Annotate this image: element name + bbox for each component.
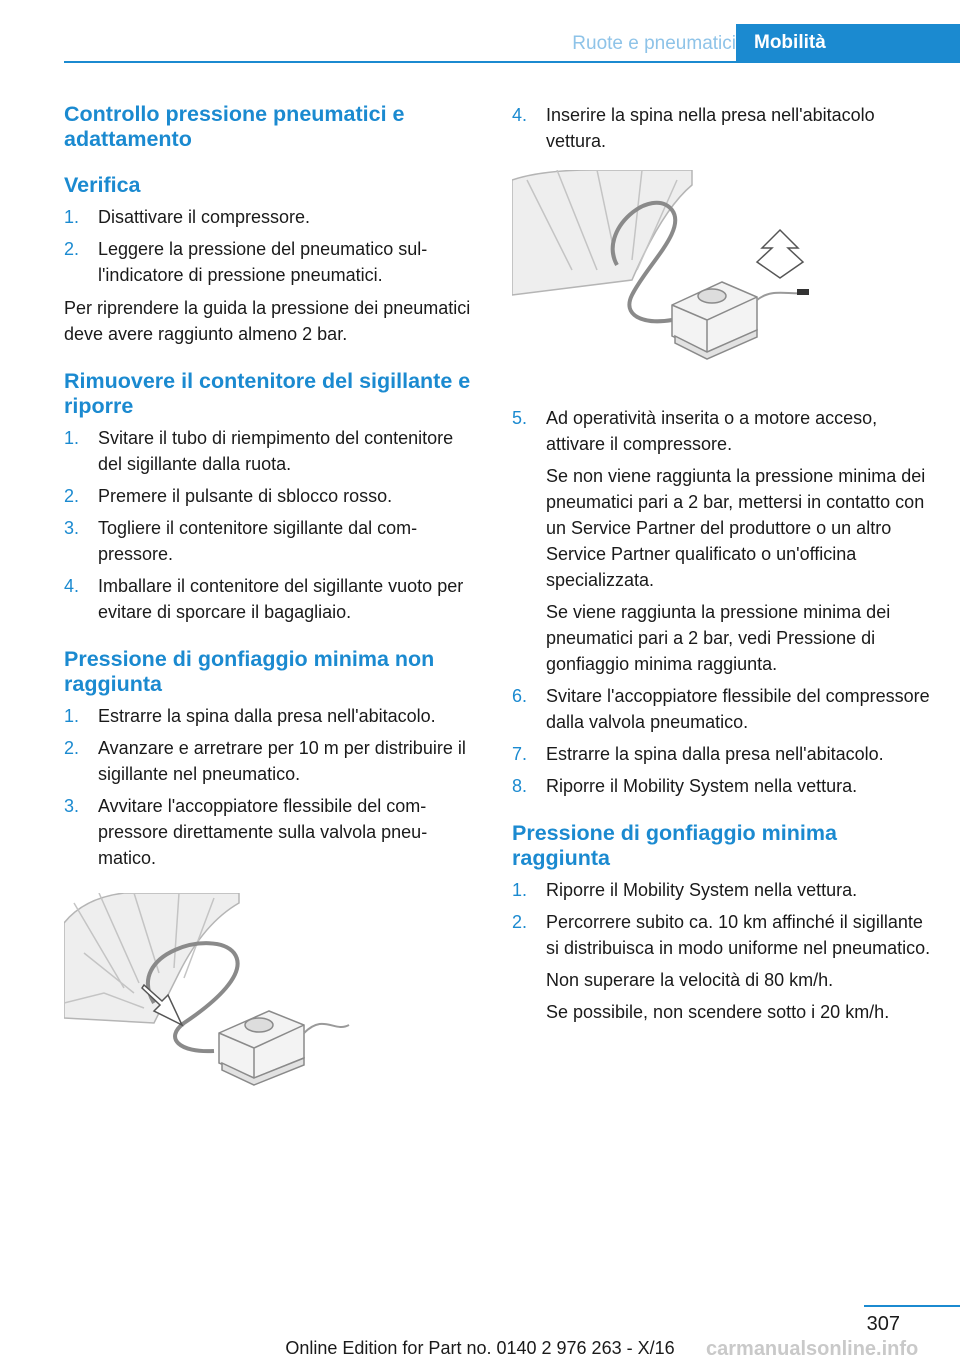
list-item bbox=[64, 573, 476, 625]
verifica-note: Per riprendere la guida la pressione dei pneumatici deve avere raggiunto almeno 2 bar. bbox=[64, 298, 471, 344]
step-text: Estrarre la spina dalla presa nell'abitacolo. bbox=[98, 706, 436, 726]
list-item bbox=[64, 793, 476, 871]
list-item bbox=[64, 703, 476, 729]
step-text: Inserire la spina nella presa nell'abitacolo vettura. bbox=[546, 105, 875, 151]
raggiunta-steps bbox=[512, 877, 932, 1025]
illustration-plug-socket bbox=[512, 170, 822, 365]
step-text: Svitare il tubo di riempimento del contenitore del sigillante dalla ruota. bbox=[98, 428, 454, 474]
step-number: 1. bbox=[64, 706, 80, 726]
step-extra-text: Se viene raggiunta la pressione minima dei pneumatici pari a 2 bar, vedi Pressione di gonfiaggio minima raggiunta. bbox=[546, 602, 891, 674]
step-text: Disattivare il compressore. bbox=[98, 207, 311, 227]
rimuovere-steps bbox=[64, 425, 476, 625]
step-number: 4. bbox=[64, 576, 80, 596]
step-number: 8. bbox=[512, 776, 528, 796]
list-item bbox=[64, 204, 476, 230]
step-number: 2. bbox=[64, 239, 80, 259]
step-number: 1. bbox=[64, 428, 80, 448]
right-column bbox=[512, 102, 932, 1025]
list-item bbox=[512, 405, 932, 677]
illustration-wheel-compressor bbox=[64, 893, 364, 1088]
section-heading-non-raggiunta: Pressione di gonfiaggio minima non raggiunta bbox=[64, 647, 435, 696]
header-chapter-tab: Mobilità bbox=[736, 24, 960, 62]
step-text: Estrarre la spina dalla presa nell'abitacolo. bbox=[546, 744, 884, 764]
step-number: 1. bbox=[64, 207, 80, 227]
section-heading-verifica: Verifica bbox=[64, 173, 141, 197]
step-number: 4. bbox=[512, 105, 528, 125]
step-number: 6. bbox=[512, 686, 528, 706]
plug-socket-illustration bbox=[512, 170, 812, 385]
step-text: Leggere la pressione del pneumatico sull'indicatore di pressione pneumatici. bbox=[98, 239, 428, 285]
footer-edition-text: Online Edition for Part no. 0140 2 976 263 - X/16 bbox=[285, 1338, 675, 1358]
right-steps-mid bbox=[512, 405, 932, 799]
right-steps-top bbox=[512, 102, 932, 154]
list-item bbox=[64, 236, 476, 288]
step-number: 3. bbox=[64, 518, 80, 538]
header-section-label: Ruote e pneumatici bbox=[572, 33, 736, 54]
page-number: 307 bbox=[866, 1313, 900, 1335]
step-text: Avvitare l'accoppiatore flessibile del compressore direttamente sulla valvola pneumatico. bbox=[98, 796, 428, 868]
verifica-steps bbox=[64, 204, 476, 288]
header-divider bbox=[64, 61, 960, 63]
list-item bbox=[512, 741, 932, 767]
list-item bbox=[64, 483, 476, 509]
section-heading-rimuovere: Rimuovere il contenitore del sigillante e riporre bbox=[64, 369, 471, 418]
step-extra-text: Se possibile, non scendere sotto i 20 km/h. bbox=[546, 1002, 890, 1022]
section-heading-raggiunta: Pressione di gonfiaggio minima raggiunta bbox=[512, 821, 837, 870]
step-text: Riporre il Mobility System nella vettura. bbox=[546, 776, 858, 796]
list-item bbox=[64, 515, 476, 567]
list-item bbox=[512, 909, 932, 1025]
step-number: 2. bbox=[64, 486, 80, 506]
list-item bbox=[512, 773, 932, 799]
step-text: Imballare il contenitore del sigillante vuoto per evitare di sporcare il bagagliaio. bbox=[98, 576, 464, 622]
footer-divider bbox=[864, 1305, 960, 1307]
step-extra-text: Se non viene raggiunta la pressione minima dei pneumatici pari a 2 bar, mettersi in contatto con un Service Partner del produttore o un altro Service Partner qualificato o un'officina specializzata. bbox=[546, 466, 926, 590]
step-text: Percorrere subito ca. 10 km affinché il sigillante si distribuisca in modo uniforme nel pneumatico. bbox=[546, 912, 931, 958]
step-number: 2. bbox=[64, 738, 80, 758]
step-number: 7. bbox=[512, 744, 528, 764]
list-item bbox=[512, 102, 932, 154]
step-number: 2. bbox=[512, 912, 528, 932]
compressor-on-valve-illustration bbox=[64, 893, 364, 1088]
step-number: 5. bbox=[512, 408, 528, 428]
non-raggiunta-steps bbox=[64, 703, 476, 871]
list-item bbox=[512, 683, 932, 735]
list-item bbox=[64, 425, 476, 477]
left-column bbox=[64, 102, 476, 1106]
step-text: Togliere il contenitore sigillante dal compressore. bbox=[98, 518, 418, 564]
step-text: Svitare l'accoppiatore flessibile del compressore dalla valvola pneumatico. bbox=[546, 686, 930, 732]
step-number: 1. bbox=[512, 880, 528, 900]
step-text: Avanzare e arretrare per 10 m per distribuire il sigillante nel pneumatico. bbox=[98, 738, 466, 784]
page-title: Controllo pressione pneumatici e adattamento bbox=[64, 102, 405, 151]
step-number: 3. bbox=[64, 796, 80, 816]
list-item bbox=[512, 877, 932, 903]
step-text: Riporre il Mobility System nella vettura. bbox=[546, 880, 858, 900]
watermark: carmanualsonline.info bbox=[706, 1338, 919, 1360]
step-text: Ad operatività inserita o a motore acceso, attivare il compressore. bbox=[546, 408, 878, 454]
list-item bbox=[64, 735, 476, 787]
step-extra-text: Non superare la velocità di 80 km/h. bbox=[546, 970, 834, 990]
step-text: Premere il pulsante di sblocco rosso. bbox=[98, 486, 393, 506]
